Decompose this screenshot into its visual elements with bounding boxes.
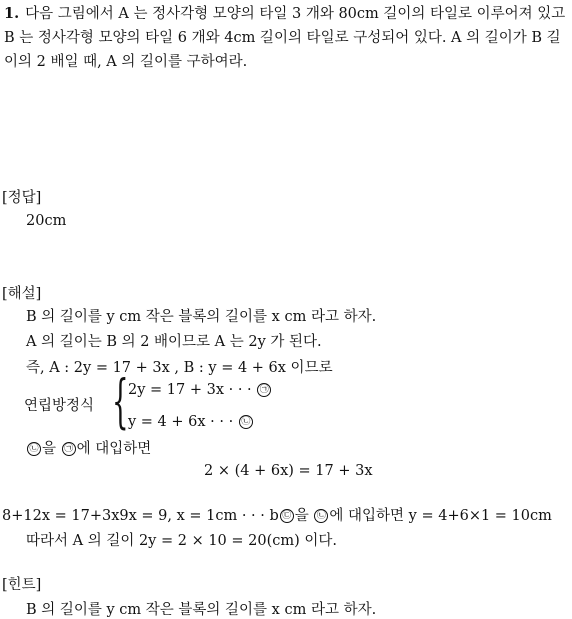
marker-nieun: ㉡: [27, 442, 41, 456]
answer-value: 20cm: [26, 213, 67, 229]
center-equation: 2 × (4 + 6x) = 17 + 3x: [204, 463, 373, 479]
system-brace: {: [112, 367, 129, 435]
marker-nieun: ㉡: [239, 415, 253, 429]
marker-giyeok: ㉠: [62, 442, 76, 456]
system-eq-2: y = 4 + 6x · · · ㉡: [128, 414, 254, 430]
solution-line-8: 따라서 A 의 길이 2y = 2 × 10 = 20(cm) 이다.: [26, 533, 338, 549]
solution-line-3: 즉, A : 2y = 17 + 3x , B : y = 4 + 6x 이므로: [26, 360, 333, 376]
hint-header: [힌트]: [2, 577, 42, 593]
hint-text: B 의 길이를 y cm 작은 블록의 길이를 x cm 라고 하자.: [26, 602, 377, 618]
solution-line-1: B 의 길이를 y cm 작은 블록의 길이를 x cm 라고 하자.: [26, 309, 377, 325]
marker-nieun: ㉡: [314, 509, 328, 523]
question-number: 1.: [4, 5, 20, 22]
equation-system: [24, 367, 284, 436]
system-eq-1: 2y = 17 + 3x · · · ㉠: [128, 382, 272, 398]
question: [4, 2, 570, 74]
system-label: 연립방정식: [24, 398, 95, 414]
solution-header: [해설]: [2, 286, 42, 302]
solution-line-7: 8+12x = 17+3x9x = 9, x = 1cm · · · b ㉢ 을 ㉡ 에 대입하면 y = 4+6×1 = 10cm: [2, 508, 552, 524]
solution-line-2: A 의 길이는 B 의 2 배이므로 A 는 2y 가 된다.: [26, 334, 322, 350]
answer-header: [정답]: [2, 190, 42, 206]
question-text: 다음 그림에서 A 는 정사각형 모양의 타일 3 개와 80cm 길이의 타일로 이루어져 있고 B 는 정사각형 모양의 타일 6 개와 4cm 길이의 타일로 구성되어 있다. A 의 길이가 B 길이의 2 배일 때, A 의 길이를 구하여라.: [4, 6, 566, 70]
marker-giyeok: ㉠: [257, 383, 271, 397]
solution-line-5: ㉡ 을 ㉠ 에 대입하면: [26, 437, 151, 458]
marker-digeut: ㉢: [280, 509, 294, 523]
